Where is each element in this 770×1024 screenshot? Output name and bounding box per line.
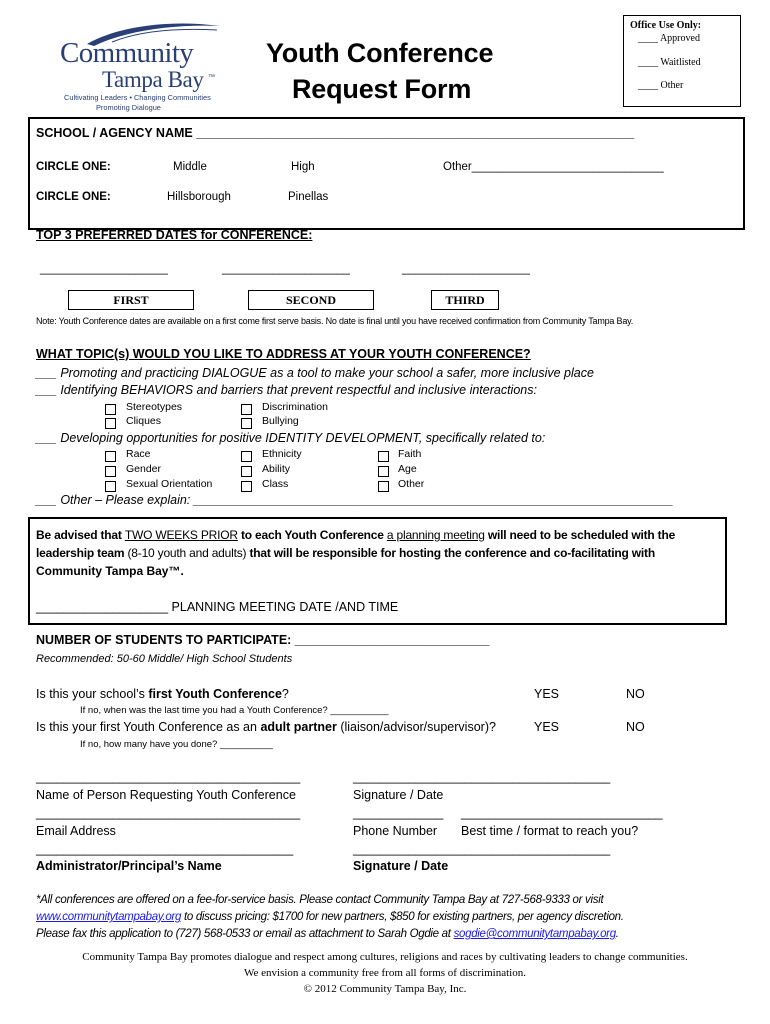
- topics-heading: WHAT TOPIC(s) WOULD YOU LIKE TO ADDRESS AT YOUR YOUTH CONFERENCE?: [36, 347, 531, 361]
- bullying-checkbox[interactable]: [241, 418, 252, 429]
- ability-checkbox[interactable]: [241, 466, 252, 477]
- email-link[interactable]: sogdie@communitytampabay.org: [453, 928, 616, 940]
- planning-meeting-field[interactable]: ___________________ PLANNING MEETING DATE /AND TIME: [36, 600, 399, 614]
- discrimination-label: Discrimination: [262, 401, 328, 413]
- option-pinellas[interactable]: Pinellas: [288, 191, 329, 203]
- notice-line-1: [36, 528, 675, 542]
- students-recommended: Recommended: 50-60 Middle/ High School Students: [36, 653, 293, 665]
- notice-leadership: leadership team: [36, 546, 128, 560]
- other-identity-checkbox[interactable]: [378, 481, 389, 492]
- q2-end: (liaison/advisor/supervisor)?: [336, 720, 496, 734]
- option-middle[interactable]: Middle: [173, 161, 207, 173]
- third-date-field[interactable]: ____________________: [402, 263, 530, 275]
- q1-yes-option[interactable]: YES: [534, 687, 560, 701]
- class-checkbox[interactable]: [241, 481, 252, 492]
- students-count-field[interactable]: NUMBER OF STUDENTS TO PARTICIPATE: ____________________________: [36, 633, 490, 647]
- topic-other-field[interactable]: ___ Other – Please explain: _____________________________________________________________________: [36, 493, 674, 507]
- q1-no-option[interactable]: NO: [626, 687, 645, 701]
- ability-label: Ability: [262, 463, 291, 475]
- topic-dialogue[interactable]: ___ Promoting and practicing DIALOGUE as a tool to make your school a safer, more inclusive place: [36, 366, 594, 380]
- other-identity-label: Other: [398, 478, 425, 490]
- notice-text-3: will need to be scheduled with the: [484, 528, 676, 542]
- pricing-text: to discuss pricing: $1700 for new partners, $850 for existing partners, per agency discretion.: [181, 911, 624, 923]
- logo-tagline-2: Promoting Dialogue: [96, 103, 161, 112]
- logo-line2: Tampa Bay: [102, 67, 204, 92]
- best-time-label: Best time / format to reach you?: [461, 824, 639, 838]
- logo-tagline: Cultivating Leaders • Changing Communities: [64, 93, 211, 102]
- sexual-orientation-checkbox[interactable]: [105, 481, 116, 492]
- best-time-line[interactable]: _____________________________: [461, 806, 663, 820]
- age-checkbox[interactable]: [378, 466, 389, 477]
- class-label: Class: [262, 478, 289, 490]
- logo-trademark: ™: [208, 74, 215, 81]
- admin-signature-line[interactable]: _____________________________________: [353, 842, 611, 856]
- mission-statement: Community Tampa Bay promotes dialogue and respect among cultures, religions and races by cultivating leaders to change communities.: [82, 951, 688, 963]
- q1-bold: first Youth Conference: [148, 687, 282, 701]
- first-date-field[interactable]: ____________________: [40, 263, 168, 275]
- second-date-label: SECOND: [248, 290, 374, 310]
- discrimination-checkbox[interactable]: [241, 404, 252, 415]
- admin-name-line[interactable]: _____________________________________: [36, 842, 294, 856]
- faith-checkbox[interactable]: [378, 451, 389, 462]
- option-high[interactable]: High: [291, 161, 315, 173]
- circle-one-label: CIRCLE ONE:: [36, 161, 111, 173]
- notice-team-size: (8-10 youth and adults): [127, 546, 247, 560]
- q2-followup-field[interactable]: If no, how many have you done? __________: [80, 739, 273, 750]
- ethnicity-checkbox[interactable]: [241, 451, 252, 462]
- second-date-field[interactable]: ____________________: [222, 263, 350, 275]
- question-first-conference: [36, 687, 289, 701]
- logo-line1: Community: [60, 37, 194, 69]
- notice-text-2: to each Youth Conference: [237, 528, 387, 542]
- race-checkbox[interactable]: [105, 451, 116, 462]
- pricing-note-2: [36, 911, 624, 923]
- fax-text: Please fax this application to (727) 568-0533 or email as attachment to Sarah Ogdie at: [36, 928, 454, 940]
- fax-note: [36, 928, 619, 940]
- dates-note: Note: Youth Conference dates are available on a first come first serve basis. No date is final until you have received confirmation from Community Tampa Bay.: [36, 316, 634, 326]
- phone-label: Phone Number: [353, 824, 438, 838]
- website-link[interactable]: www.communitytampabay.org: [36, 911, 182, 923]
- stereotypes-label: Stereotypes: [126, 401, 183, 413]
- cliques-checkbox[interactable]: [105, 418, 116, 429]
- school-name-field[interactable]: SCHOOL / AGENCY NAME _______________________________________________________________: [36, 126, 635, 140]
- phone-line[interactable]: _____________: [353, 806, 444, 820]
- bullying-label: Bullying: [262, 415, 299, 427]
- signature-date-label: Signature / Date: [353, 788, 444, 802]
- gender-label: Gender: [126, 463, 162, 475]
- pricing-note-1: *All conferences are offered on a fee-for-service basis. Please contact Community Tampa Bay at 727-568-9333 or visit: [36, 894, 604, 906]
- notice-hosting: that will be responsible for hosting the conference and co-facilitating with: [246, 546, 655, 560]
- requester-name-label: Name of Person Requesting Youth Conference: [36, 788, 296, 802]
- option-hillsborough[interactable]: Hillsborough: [167, 191, 231, 203]
- email-line[interactable]: ______________________________________: [36, 806, 301, 820]
- office-waitlisted[interactable]: ____ Waitlisted: [638, 57, 701, 68]
- notice-line-3: Community Tampa Bay™.: [36, 564, 184, 578]
- vision-statement: We envision a community free from all forms of discrimination.: [244, 967, 526, 979]
- stereotypes-checkbox[interactable]: [105, 404, 116, 415]
- admin-signature-date-label: Signature / Date: [353, 859, 449, 873]
- circle-one-county-label: CIRCLE ONE:: [36, 191, 111, 203]
- cliques-label: Cliques: [126, 415, 162, 427]
- fax-end: .: [615, 928, 619, 940]
- dates-heading: TOP 3 PREFERRED DATES for CONFERENCE:: [36, 228, 313, 242]
- office-other[interactable]: ____ Other: [638, 80, 684, 91]
- q1-text: Is this your school’s: [36, 687, 149, 701]
- faith-label: Faith: [398, 448, 422, 460]
- notice-text-1: Be advised that: [36, 528, 125, 542]
- first-date-label: FIRST: [68, 290, 194, 310]
- office-approved[interactable]: ____ Approved: [638, 33, 700, 44]
- ethnicity-label: Ethnicity: [262, 448, 302, 460]
- form-subtitle: Request Form: [292, 74, 472, 104]
- office-use-box: [623, 15, 741, 107]
- gender-checkbox[interactable]: [105, 466, 116, 477]
- sexual-orientation-label: Sexual Orientation: [126, 478, 213, 490]
- q1-followup-field[interactable]: If no, when was the last time you had a Youth Conference? ___________: [80, 705, 389, 716]
- office-use-heading: Office Use Only:: [630, 20, 702, 31]
- admin-name-label: Administrator/Principal’s Name: [36, 859, 222, 873]
- notice-line-2: [36, 546, 655, 560]
- requester-signature-line[interactable]: _____________________________________: [353, 770, 611, 784]
- notice-planning-meeting: a planning meeting: [386, 528, 485, 542]
- form-title: Youth Conference: [266, 38, 494, 68]
- race-label: Race: [126, 448, 151, 460]
- third-date-label: THIRD: [431, 290, 499, 310]
- q2-no-option[interactable]: NO: [626, 720, 645, 734]
- q2-text: Is this your first Youth Conference as an: [36, 720, 261, 734]
- q2-bold: adult partner: [260, 720, 337, 734]
- notice-two-weeks: TWO WEEKS PRIOR: [124, 528, 238, 542]
- q1-end: ?: [281, 687, 289, 701]
- requester-name-line[interactable]: ______________________________________: [36, 770, 301, 784]
- q2-yes-option[interactable]: YES: [534, 720, 560, 734]
- topic-behaviors[interactable]: ___ Identifying BEHAVIORS and barriers that prevent respectful and inclusive interactions:: [36, 383, 537, 397]
- question-adult-partner: [36, 720, 496, 734]
- organization-logo: [60, 20, 220, 110]
- option-other[interactable]: Other______________________________: [443, 161, 664, 173]
- copyright: © 2012 Community Tampa Bay, Inc.: [303, 983, 467, 995]
- email-label: Email Address: [36, 824, 116, 838]
- topic-identity[interactable]: ___ Developing opportunities for positive IDENTITY DEVELOPMENT, specifically related to:: [36, 431, 546, 445]
- age-label: Age: [398, 463, 417, 475]
